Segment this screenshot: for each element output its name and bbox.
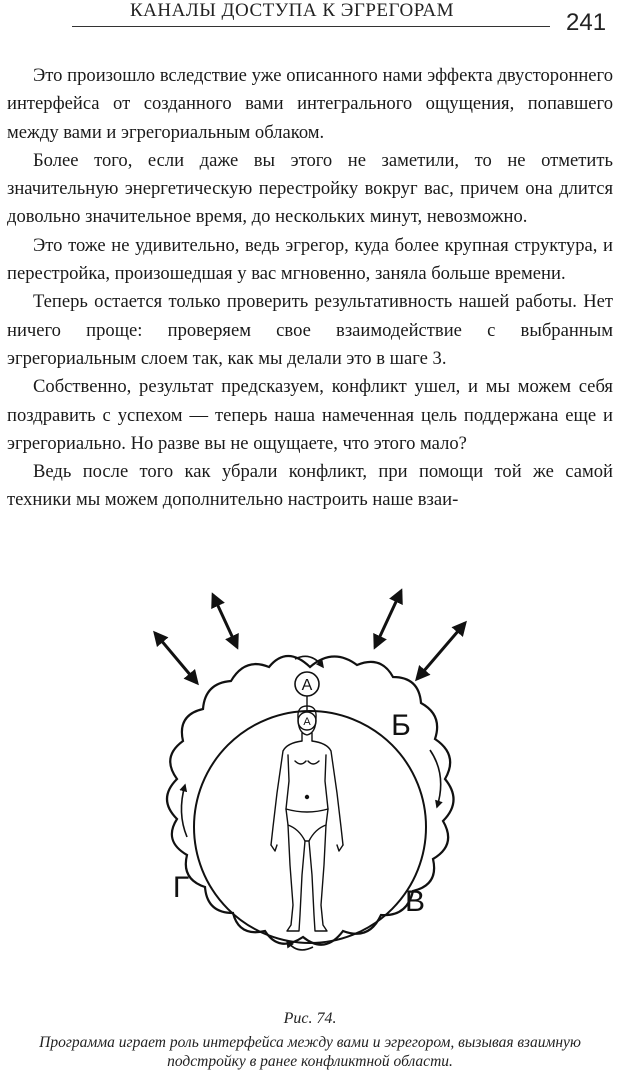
- circulation-arrow-right: [430, 750, 441, 807]
- paragraph: Это произошло вследствие уже описанного нами эффекта двустороннего интерфейса от созданного вами интегрального ощущения, попавшего между вами и эгрегориальным облаком.: [7, 65, 613, 143]
- double-arrow-top-right: [375, 591, 401, 647]
- label-outer-a: А: [301, 677, 313, 694]
- label-v: В: [404, 885, 426, 918]
- paragraph: Собственно, результат предсказуем, конфликт ушел, и мы можем себя поздравить с успехом — теперь наша намеченная цель поддержана еще и эгрегориально. Но разве вы не ощущаете, что этого мало?: [7, 376, 613, 454]
- figure-caption: Программа играет роль интерфейса между вами и эгрегором, вызывая взаимную подстройку в ранее конфликтной области.: [39, 1034, 581, 1070]
- paragraph: Ведь после того как убрали конфликт, при помощи той же самой техники мы можем дополнительно настроить наше взаи-: [7, 461, 613, 511]
- label-b: Б: [391, 709, 411, 742]
- body-text: [7, 62, 613, 515]
- egregor-diagram: [125, 575, 495, 990]
- double-arrow-top-left: [213, 595, 237, 647]
- running-title: КАНАЛЫ ДОСТУПА К ЭГРЕГОРАМ: [130, 0, 454, 21]
- page-header: [0, 0, 620, 50]
- circulation-arrow-left: [181, 785, 187, 837]
- figure-number: Рис. 74.: [283, 1010, 337, 1027]
- label-g: Г: [172, 871, 190, 904]
- paragraph: Теперь остается только проверить результативность нашей работы. Нет ничего проще: проверяем свое взаимодействие с выбранным эгрегориальным слоем так, как мы делали это в шаге 3.: [7, 291, 613, 369]
- human-figure: [271, 706, 343, 931]
- label-inner-a: А: [303, 716, 311, 728]
- personal-field-circle: [194, 711, 426, 943]
- paragraph: Это тоже не удивительно, ведь эгрегор, куда более крупная структура, и перестройка, произошедшая у вас мгновенно, заняла больше времени.: [7, 234, 613, 285]
- paragraph: Более того, если даже вы этого не заметили, то не отметить значительную энергетическую перестройку вокруг вас, причем она длится довольно значительное время, до нескольких минут, невозможно.: [7, 149, 613, 228]
- double-arrow-upper-left: [155, 633, 197, 683]
- double-arrow-upper-right: [417, 623, 465, 679]
- header-rule: [72, 26, 550, 27]
- page-number: 241: [566, 9, 607, 36]
- figure-74: [125, 575, 495, 990]
